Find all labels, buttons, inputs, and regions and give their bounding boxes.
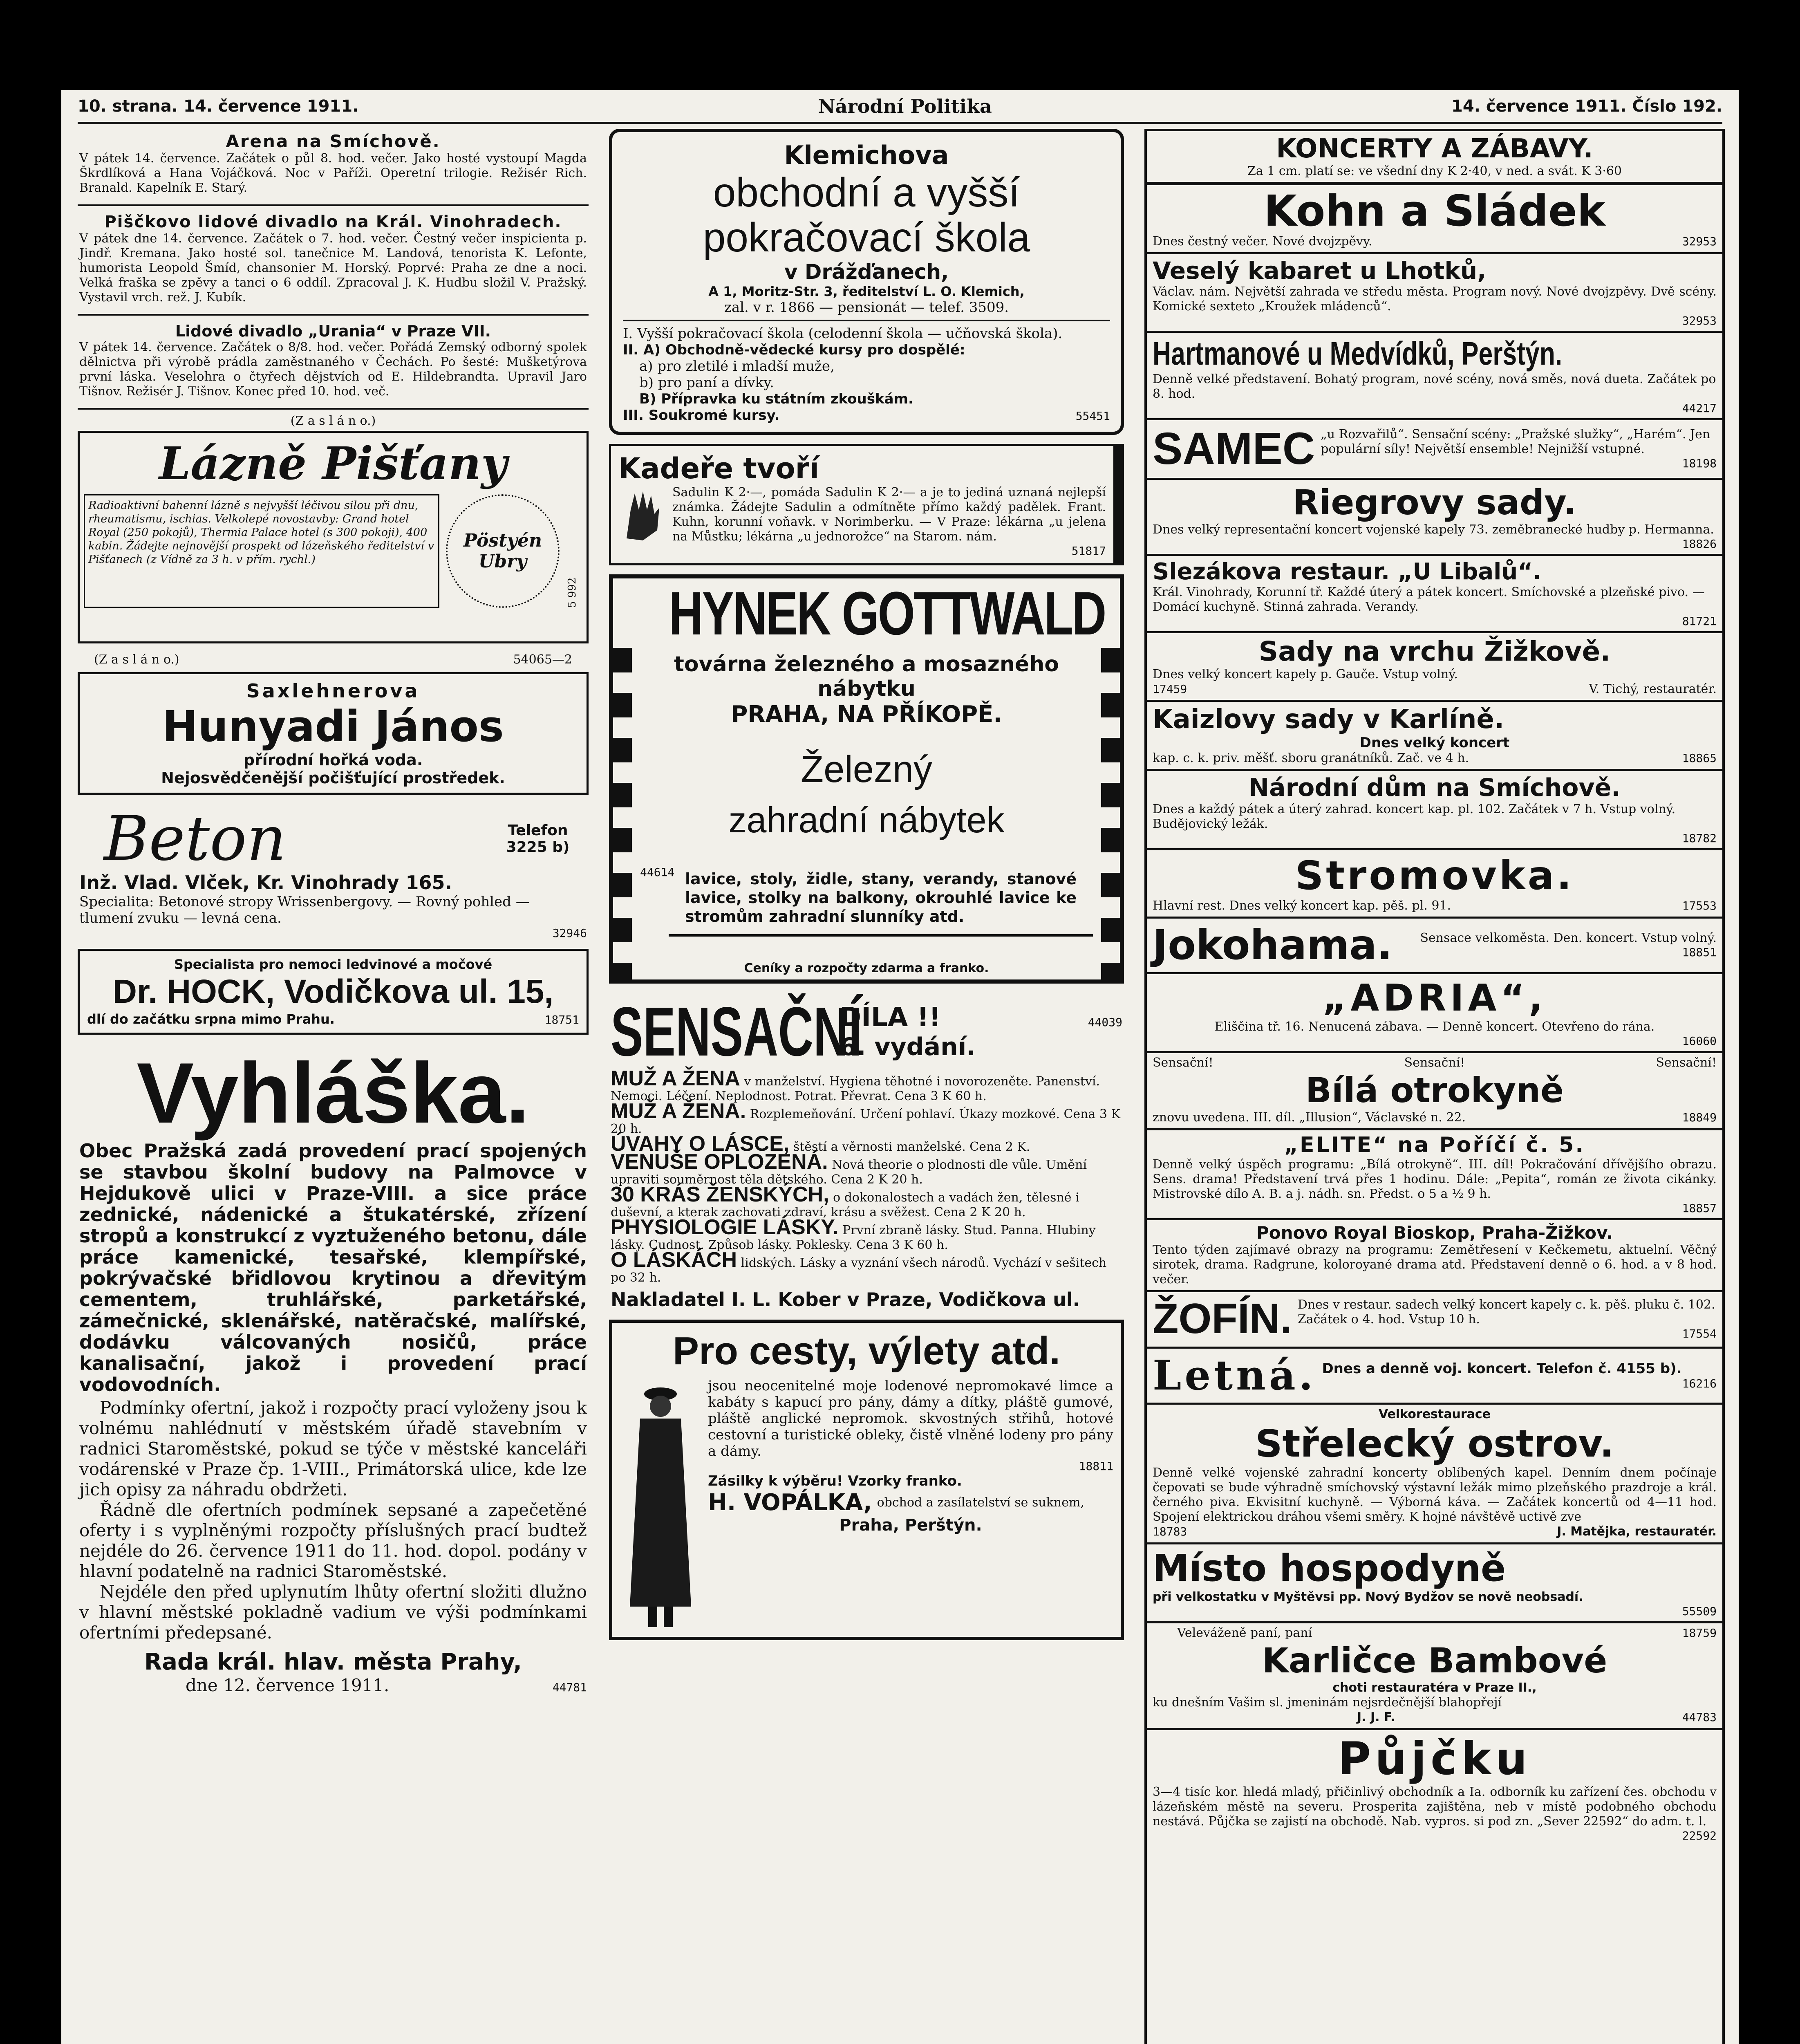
bila-sensation-mid: Sensační! [1404, 1056, 1465, 1070]
divider [78, 408, 589, 410]
zaslano-row [78, 652, 589, 667]
bila-sensation-right: Sensační! [1656, 1056, 1717, 1070]
elite-title: „ELITE“ na Poříčí č. 5. [1284, 1133, 1585, 1157]
narodni-dum-title: Národní dům na Smíchově. [1248, 773, 1621, 802]
plisek-notice [78, 210, 589, 307]
lhotka-number: 32953 [1682, 314, 1717, 327]
kober-ad [609, 993, 1124, 1313]
zizkov-title: Sady na vrchu Žižkově. [1258, 636, 1611, 667]
bioskop-ad [1147, 1220, 1722, 1292]
hunyadi-brand: Hunyadi János [162, 702, 504, 751]
riegrovy-number: 18826 [1682, 537, 1717, 551]
bila-otrokyne-ad [1147, 1053, 1722, 1130]
narodni-dum-ad [1147, 771, 1722, 850]
slezak-text: Král. Vinohrady, Korunní tř. Každé úterý a pátek koncert. Smíchovské a plzeňské pivo. — Domácí kuchyně. Stinná zahrada. Verandy. [1153, 585, 1705, 614]
gottwald-number: 44614 [640, 865, 675, 879]
man-in-coat-icon [620, 1378, 701, 1631]
letna-text: Dnes a denně voj. koncert. Telefon č. 4155 b). [1322, 1360, 1682, 1377]
elite-ad [1147, 1130, 1722, 1220]
piestany-text: Radioaktivní bahenní lázně s nejvyšší léčivou silou při dnu, rheumatismu, ischias. Velkolepé novostavby: Grand hotel Royal (250 pokojů), Thermia Palace hotel (s 300 pokoji), 400 kabin. Žádejte nejnovější prospekt od lázeňského ředitelství v Pišťanech (z Vídně za 3 h. v přím. rychl.) [84, 494, 439, 608]
beton-logo: Beton [104, 803, 287, 874]
jokohama-number: 18851 [1682, 946, 1717, 959]
hunyadi-ad [78, 672, 589, 795]
stromovka-text: Hlavní rest. Dnes velký koncert kap. pěš. pl. 91. [1153, 899, 1451, 913]
bambova-title: Karličce Bambové [1262, 1641, 1607, 1681]
piestany-seal: Pöstyén Ubry [446, 494, 560, 608]
sadulin-number: 51817 [1071, 544, 1106, 558]
koncerty-title: KONCERTY A ZÁBAVY. [1276, 134, 1593, 164]
strelecky-signature: J. Matějka, restauratér. [1557, 1524, 1717, 1539]
beton-specialty: Specialita: Betonové stropy Wrissenbergovy. — Rovný pohled — tlumení zvuku — levná cena. [79, 894, 530, 926]
sensacni-number: 44039 [1088, 1015, 1122, 1029]
adria-number: 16060 [1682, 1034, 1717, 1048]
vopalka-title: Pro cesty, výlety atd. [673, 1329, 1060, 1373]
lhotka-ad [1147, 254, 1722, 333]
hartman-title: Hartmanové u Medvídků, Perštýn. [1153, 335, 1563, 372]
bambova-subtitle: choti restauratéra v Praze II., [1332, 1681, 1537, 1695]
arena-notice [78, 129, 589, 198]
bambova-ad [1147, 1623, 1722, 1730]
klemich-top: Klemichova [784, 140, 949, 170]
hunyadi-sub: přírodní hořká voda. [243, 751, 423, 769]
klemich-number: 55451 [1075, 409, 1110, 423]
gottwald-bottom: Ceníky a rozpočty zdarma a franko. [744, 961, 989, 975]
bila-number: 18849 [1682, 1111, 1717, 1124]
hunyadi-top: Saxlehnerova [246, 680, 420, 702]
vyhlaska-paragraph-3: Nejdéle den před uplynutím lhůty ofertní složiti dlužno v hlavní městské pokladně vadium ve výši podmínkami ofertními předepsané. [79, 1582, 587, 1643]
zizkov-ad [1147, 633, 1722, 702]
book-6-title: PHYSIOLOGIE LÁSKY. [611, 1215, 839, 1239]
vyhlaska-signature: Rada král. hlav. města Prahy, [144, 1649, 522, 1675]
book-4-title: VENUŠE OPLOZENÁ. [611, 1150, 828, 1174]
klemich-line-2: II. A) Obchodně-vědecké kursy pro dospělé: [623, 342, 965, 358]
strelecky-text: Denně velké vojenské zahradní koncerty oblíbených kapel. Denním dnem počínaje čepovati se bude výhradně smíchovský výstavní ležák mimo plzeňského prazdroje a král. černého piva. Ekvisitní kuchyně. — Výborná káva. — Začátek koncertů od 4—11 hod. Spojení elektrickou dráhou všemi směry. K hojné návštěvě uctivě zve [1153, 1466, 1717, 1524]
klemich-founded: zal. v r. 1866 — pensionát — telef. 3509. [724, 299, 1009, 316]
stromovka-number: 17553 [1682, 899, 1717, 912]
samec-title: SAMEC [1153, 424, 1315, 474]
vyhlaska-paragraph-2: Řádně dle ofertních podmínek sepsané a zapečetěné oferty i s vyplněnými rozpočty příslušných prací budtež nejdéle do 26. července 1911 do 11. hod. dopol. podány v hlavní podatelně na radnici Staroměstské. [79, 1500, 587, 1581]
kohn-sladek-ad [1147, 185, 1722, 254]
sensacni-dila: DÍLA !! [840, 1002, 941, 1033]
bambova-number: 18759 [1682, 1626, 1717, 1640]
pujcka-text: 3—4 tisíc kor. hledá mladý, přičinlivý obchodník a Ia. odborník ku zařízení čes. obchodu v lázeňském městě na severu. Prosperita zajištěna, neb v místě podobného obchodu nestává. Půjčka se zajistí na obchodě. Nab. vypros. si pod zn. „Sever 22592“ do adm. t. l. [1153, 1785, 1717, 1829]
column-middle [609, 129, 1124, 2044]
book-7-title: O LÁSKÁCH [611, 1248, 737, 1272]
gottwald-right-pattern [1101, 648, 1120, 979]
strelecky-title: Střelecký ostrov. [1255, 1422, 1614, 1466]
book-5-text: o dokonalostech a vadách žen, tělesné i duševní, a kterak zachovati zdraví, krásu a svěžest. Cena 2 K 20 h. [611, 1190, 1079, 1219]
piestany-ad [78, 431, 589, 643]
bioskop-title: Ponovo Royal Bioskop, Praha-Žižkov. [1256, 1223, 1613, 1243]
samec-number: 18198 [1682, 457, 1717, 470]
sadulin-text: Sadulin K 2·—, pomáda Sadulin K 2·— a je to jediná uznaná nejlepší známka. Žádejte Sadulin a odmítněte přímo každý padělek. Frant. Kuhn, korunní voňavk. v Norimberku. — V Praze: lékárna „u jelena na Můstku; lékárna „u jednorožce“ na Starom. nám. [672, 485, 1106, 544]
klemich-line-2a: a) pro zletilé i mladší muže, [639, 358, 835, 374]
book-3-title: ÚVAHY O LÁSCE, [611, 1132, 790, 1156]
book-2-text: Rozplemeňování. Určení pohlaví. Úkazy mozkové. Cena 3 K 20 h. [611, 1107, 1120, 1136]
zofin-number: 17554 [1682, 1327, 1717, 1340]
kohn-title: Kohn a Sládek [1264, 186, 1605, 236]
column-left [78, 129, 589, 2044]
gottwald-subtitle: továrna železného a mosazného nábytku [674, 652, 1059, 701]
vopalka-shipping: Zásilky k výběru! Vzorky franko. [708, 1473, 962, 1489]
vopalka-city: Praha, Perštýn. [839, 1516, 982, 1535]
urania-title: Lidové divadlo „Urania“ v Praze VII. [175, 322, 491, 340]
klemich-address: A 1, Moritz-Str. 3, ředitelství L. O. Klemich, [708, 284, 1025, 299]
zaslano-label: (Z a s l á n o.) [290, 414, 376, 428]
jokohama-ad [1147, 919, 1722, 974]
book-3-text: štěstí a věrnosti manželské. Cena 2 K. [793, 1140, 1030, 1154]
vyhlaska-bold-text: Obec Pražská zadá provedení prací spojených se stavbou školní budovy na Palmovce v Hejdukově ulici v Praze-VIII. a sice práce zednické, nádenické a štukatérské, zřízení stropů a konstrukcí z vyztuženého betonu, dále práce kamenické, tesařské, klempířské, pokrývačské břidlovou krytinou a dřevitým cementem, truhlářské, parketářské, zámečnické, sklenářské, natěračské, malířské, dodávku válcovaných nosičů, práce kanalisační, jakož i provedení prací vodovodních. [79, 1140, 587, 1396]
misto-number: 55509 [1682, 1605, 1717, 1618]
gottwald-title: HYNEK GOTTWALD [669, 579, 1106, 648]
gottwald-heading-2: zahradní nábytek [728, 800, 1005, 840]
jokohama-title: Jokohama. [1153, 921, 1393, 969]
vyhlaska-title: Vyhláška. [137, 1045, 530, 1141]
bambova-salutation: Veleváženě paní, paní [1177, 1626, 1312, 1640]
slezak-number: 81721 [1682, 614, 1717, 628]
urania-notice [78, 320, 589, 401]
hartman-number: 44217 [1682, 401, 1717, 415]
newspaper-page [61, 90, 1739, 2044]
beton-ad [78, 804, 589, 942]
bambova-signature: J. J. F. [1357, 1710, 1395, 1724]
header-masthead: Národní Politika [818, 95, 992, 117]
narodni-dum-number: 18782 [1682, 831, 1717, 845]
beton-name: Inž. Vlad. Vlček, Kr. Vinohrady 165. [79, 872, 452, 894]
lhotka-title: Veselý kabaret u Lhotků, [1153, 257, 1487, 285]
misto-ad [1147, 1544, 1722, 1623]
zaslano-number: 54065—2 [513, 652, 572, 667]
beton-telephone: Telefon 3225 b) [506, 822, 570, 856]
kohn-text: Dnes čestný večer. Nové dvojzpěvy. [1153, 234, 1372, 249]
header-rule [78, 122, 1722, 124]
hock-bottom: dlí do začátku srpna mimo Prahu. [87, 1011, 335, 1027]
piestany-side-number: 5 992 [566, 577, 578, 608]
adria-title: „ADRIA“, [1322, 977, 1547, 1020]
zofin-text: Dnes v restaur. sadech velký koncert kapely c. k. pěš. pluku č. 102. Začátek o 4. hod. Vstup 10 h. [1297, 1298, 1715, 1327]
misto-title: Místo hospodyně [1153, 1547, 1506, 1590]
divider [623, 320, 1110, 321]
gottwald-ad [609, 574, 1124, 984]
sensacni-title: SENSAČNÍ [611, 993, 862, 1071]
urania-text: V pátek 14. července. Začátek o 8/8. hod. večer. Pořádá Zemský odborný spolek dělnictva při výrobě prádla zaměstnaného v Čechách. Po šesté: Mušketýrova první láska. Veselohra o čtyřech dějstvích od E. Hildebrandta. Upravil Jaro Tišnov. Režisér J. Tišnov. Konec před 10. hod. več. [79, 340, 587, 399]
hartman-ad [1147, 333, 1722, 420]
riegrovy-ad [1147, 480, 1722, 556]
stromovka-ad [1147, 850, 1722, 919]
book-1-text: v manželství. Hygiena těhotné i novorozeněte. Panenství. Nemoci. Léčení. Neplodnost. Potrat. Převrat. Cena 3 K 60 h. [611, 1074, 1100, 1103]
samec-text: „u Rozvařilů“. Sensační scény: „Pražské služky“, „Harém“. Jen populární síly! Největší ensemble! Nejnižší vstupné. [1321, 427, 1710, 456]
kohn-number: 32953 [1682, 235, 1717, 248]
book-1-title: MUŽ A ŽENA [611, 1067, 740, 1090]
kober-publisher: Nakladatel I. L. Kober v Praze, Vodičkova ul. [611, 1289, 1080, 1311]
vopalka-number: 18811 [1079, 1459, 1113, 1473]
klemich-ad [609, 129, 1124, 435]
samec-ad [1147, 420, 1722, 480]
elite-text: Denně velký úspěch programu: „Bílá otrokyně“. III. díl! Pokračování dřívějšího obrazu. Sens. drama! Představení trvá přes 1 hodinu. Dále: „Pepita“, román ze života cikánky. Mistrovské dílo A. B. a j. nádh. sn. Předst. o 5 a ½ 9 h. [1153, 1157, 1717, 1201]
klemich-line-1: I. Vyšší pokračovací škola (celodenní škola — učňovská škola). [623, 325, 1063, 342]
adria-ad [1147, 974, 1722, 1053]
klemich-line-3: III. Soukromé kursy. [623, 407, 780, 424]
zaslano-label-2: (Z a s l á n o.) [94, 652, 179, 667]
zizkov-number: 17459 [1153, 682, 1187, 696]
gottwald-heading-1: Železný [800, 749, 933, 790]
lhotka-text: Václav. nám. Největší zahrada ve středu města. Program nový. Nové dvojzpěvy. Dvě scény. Komické sexteto „Kroužek mládenců“. [1153, 285, 1717, 314]
strelecky-ad [1147, 1405, 1722, 1544]
zofin-title: ŽOFÍN. [1153, 1295, 1292, 1342]
pujcka-ad [1147, 1730, 1722, 1846]
beton-number: 32946 [552, 926, 587, 940]
vyhlaska-number: 44781 [552, 1681, 587, 1694]
strelecky-top: Velkorestaurace [1378, 1407, 1491, 1421]
piestany-logo: Lázně Pišťany [159, 437, 507, 490]
kaizl-ad [1147, 702, 1722, 771]
hand-icon [618, 485, 667, 542]
zizkov-text: Dnes velký koncert kapely p. Gauče. Vstup volný. [1153, 667, 1458, 681]
vyhlaska-paragraph-1: Podmínky ofertní, jakož i rozpočty prací vyloženy jsou k volnému nahlédnutí v městském úřadě stavebním v radnici Staroměstské, pokud se týče v městské kanceláři vodárenské v Praze čp. 1-VIII., Primátorská ulice, kde lze jich opisy za náhradu obdržeti. [79, 1398, 587, 1499]
hock-name: Dr. HOCK, Vodičkova ul. 15, [112, 973, 554, 1010]
sadulin-ad [609, 444, 1124, 565]
column-right [1144, 129, 1725, 2044]
hock-ad [78, 949, 589, 1035]
bila-title: Bílá otrokyně [1305, 1070, 1564, 1110]
page-header [78, 94, 1722, 119]
letna-number: 16216 [1682, 1376, 1717, 1390]
bioskop-text: Tento týden zajímavé obrazy na programu: Zemětřesení v Kečkemetu, aktuelní. Věčný sirotek, drama. Radgrune, koloroyané drama atd. Představení denně o 6. hod. a v 8 hod. večer. [1153, 1243, 1717, 1286]
arena-title: Arena na Smíchově. [226, 131, 441, 151]
bila-text: znovu uvedena. III. díl. „Illusion“, Václavské n. 22. [1153, 1110, 1466, 1125]
plisek-title: Piščkovo lidové divadlo na Král. Vinohradech. [104, 213, 562, 231]
pujcka-title: Půjčku [1338, 1732, 1531, 1785]
hartman-text: Denně velké představení. Bohatý program, nové scény, nová směs, nová dueta. Začátek po 8. hod. [1153, 372, 1716, 401]
divider [78, 314, 589, 316]
vopalka-ad [609, 1320, 1124, 1640]
elite-number: 18857 [1682, 1201, 1717, 1215]
koncerty-subtitle: Za 1 cm. platí se: ve všední dny K 2·40, v ned. a svát. K 3·60 [1247, 164, 1622, 178]
book-6-text: První zbraně lásky. Stud. Panna. Hlubiny lásky. Cudnost. Způsob lásky. Poklesky. Cena 3 K 60 h. [611, 1223, 1096, 1252]
slezak-title: Slezákova restaur. „U Libalů“. [1153, 558, 1542, 585]
plisek-text: V pátek dne 14. července. Začátek o 7. hod. večer. Čestný večer inspicienta p. Jindř. Kremana. Jako hosté sol. tanečnice M. Landová, tenorista K. Lefonte, humorista Leopold Šmíd, chansonier M. Horský. Poprvé: Praha ze dne a noci. Velká fraška se zpěvy a tanci o 6 oddíl. Zpracoval J. K. Hudbu složil V. Pražský. Vystavil vrch. rež. J. Kubík. [79, 231, 587, 305]
klemich-title-2: pokračovací škola [703, 215, 1030, 260]
gottwald-list: lavice, stoly, židle, stany, verandy, stanové lavice, stolky na balkony, okrouhlé lavice ke stromům zahradní slunníky atd. [669, 865, 1093, 937]
klemich-title-1: obchodní a vyšší [713, 170, 1020, 215]
stromovka-title: Stromovka. [1295, 853, 1574, 899]
gottwald-left-pattern [613, 648, 632, 979]
gottwald-city: PRAHA, NA PŘÍKOPĚ. [731, 701, 1002, 728]
kaizl-number: 18865 [1682, 751, 1717, 765]
zofin-ad [1147, 1292, 1722, 1349]
klemich-city: v Drážďanech, [784, 260, 949, 284]
hock-top: Specialista pro nemoci ledvinové a močové [174, 957, 493, 972]
vopalka-name: H. VOPÁLKA, [708, 1489, 872, 1516]
riegrovy-text: Dnes velký representační koncert vojenské kapely 73. zeměbranecké hudby p. Hermanna. [1153, 522, 1714, 537]
vyhlaska-notice [78, 1044, 589, 1698]
vopalka-side: obchod a zasílatelství se suknem, [877, 1495, 1084, 1510]
kaizl-text: kap. c. k. priv. měšť. sboru granátníků. Zač. ve 4 h. [1153, 751, 1469, 765]
klemich-line-2b: b) pro paní a dívky. [639, 374, 774, 391]
bambova-text: ku dnešním Vašim sl. jmeninám nejsrdečnější blahopřejí [1153, 1695, 1502, 1710]
letna-ad [1147, 1349, 1722, 1405]
adria-text: Eliščina tř. 16. Nenucená zábava. — Denně koncert. Otevřeno do rána. [1214, 1020, 1655, 1034]
misto-text: při velkostatku v Myštěvsi pp. Nový Bydžov se nově neobsadí. [1153, 1590, 1583, 1604]
divider [78, 204, 589, 206]
kaizl-title: Kaizlovy sady v Karlíně. [1153, 704, 1504, 735]
hunyadi-bottom: Nejosvědčenější počišťující prostředek. [161, 769, 505, 787]
klemich-line-2c: B) Přípravka ku státním zkouškám. [639, 391, 913, 407]
book-4-text: Nová theorie o plodnosti dle vůle. Umění upraviti souměrnost těla dětského. Cena 2 K 20 h. [611, 1158, 1087, 1187]
sensacni-edition: 6. vydání. [840, 1033, 976, 1061]
header-right: 14. července 1911. Číslo 192. [1451, 97, 1722, 116]
strelecky-number: 18783 [1153, 1525, 1187, 1538]
koncerty-header [1147, 131, 1722, 185]
book-2-title: MUŽ A ŽENA. [611, 1099, 746, 1123]
book-7-text: lidských. Lásky a vyznání všech národů. Vychází v sešitech po 32 h. [611, 1256, 1107, 1285]
header-left: 10. strana. 14. července 1911. [78, 97, 359, 116]
bambova-number-2: 44783 [1682, 1710, 1717, 1724]
slezak-ad [1147, 556, 1722, 633]
sadulin-title: Kadeře tvoří [618, 452, 819, 485]
zizkov-signature: V. Tichý, restauratér. [1589, 682, 1717, 696]
vopalka-text: jsou neocenitelné moje lodenové nepromokavé limce a kabáty s kapucí pro pány, dámy a dítky, pláště gumové, pláště anglické nepromok. skvostných střihů, hotové cestovní a turistické obleky, čistě vlněné lodeny pro pány a dámy. [708, 1378, 1113, 1459]
kaizl-subtitle: Dnes velký koncert [1359, 735, 1510, 751]
riegrovy-title: Riegrovy sady. [1292, 482, 1577, 522]
pujcka-number: 22592 [1682, 1829, 1717, 1842]
book-5-title: 30 KRÁS ŽENSKÝCH, [611, 1183, 829, 1206]
hock-number: 18751 [544, 1013, 579, 1026]
narodni-dum-text: Dnes a každý pátek a úterý zahrad. koncert kap. pl. 102. Začátek v 7 h. Vstup volný. Budějovický ležák. [1153, 802, 1676, 831]
jokohama-text: Sensace velkoměsta. Den. koncert. Vstup volný. [1420, 931, 1717, 945]
arena-text: V pátek 14. července. Začátek o půl 8. hod. večer. Jako hosté vystoupí Magda Škrdlíková a Hana Vojáčková. Noc v Paříži. Operetní trilogie. Režisér Rich. Branald. Kapelník E. Starý. [79, 151, 587, 195]
letna-title: Letná. [1153, 1351, 1316, 1399]
vyhlaska-date: dne 12. července 1911. [186, 1675, 390, 1695]
bila-sensation-left: Sensační! [1153, 1056, 1213, 1070]
